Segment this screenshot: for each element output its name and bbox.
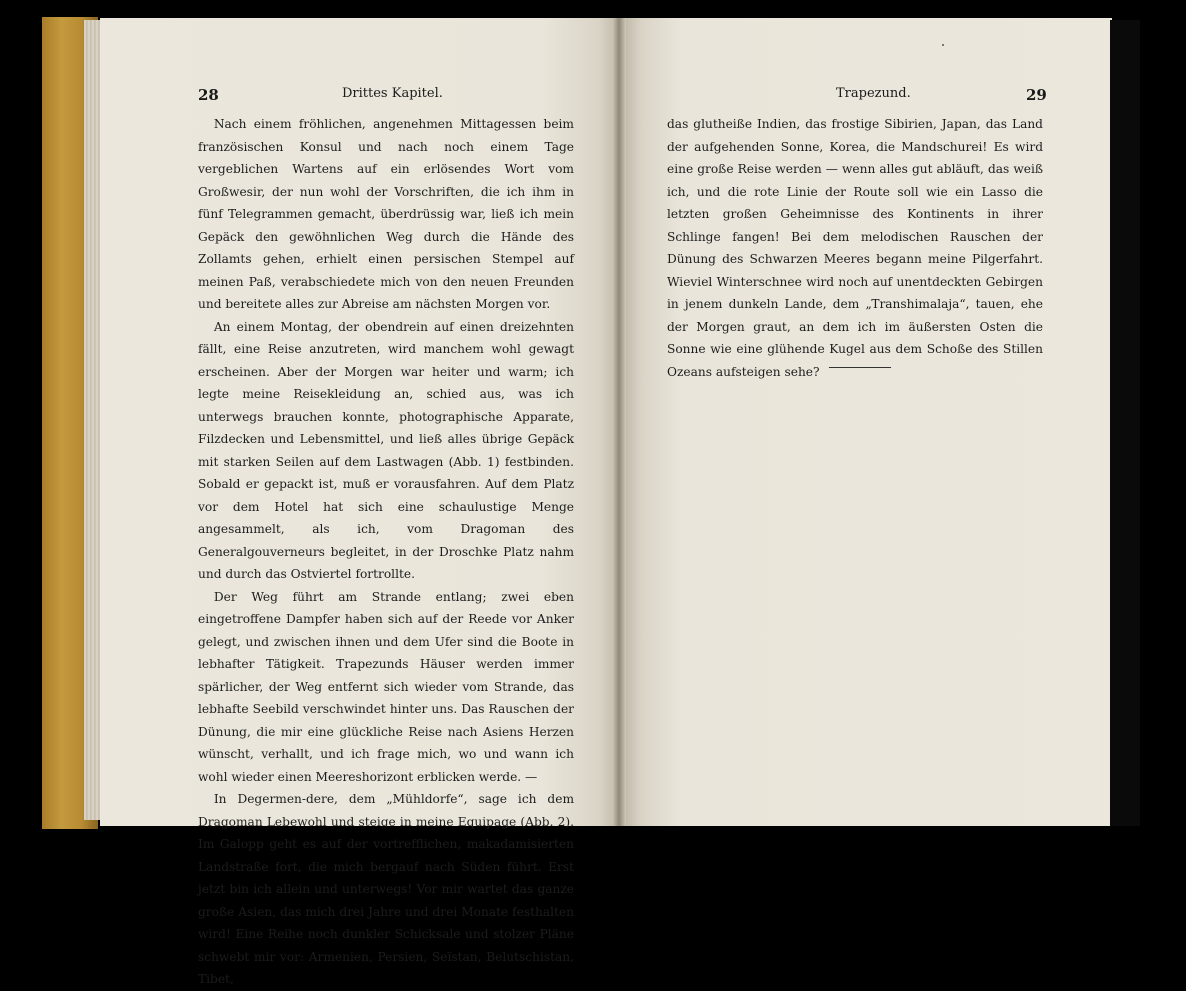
paper-speck (942, 44, 944, 46)
right-page-body (667, 113, 1043, 383)
chapter-end-rule (829, 367, 891, 368)
right-running-header: Trapezund. (836, 86, 911, 101)
paragraph: Nach einem fröhlichen, angenehmen Mittagessen beim französischen Konsul und nach noch einem Tage vergeblichen Wartens auf ein erlösendes Wort vom Großwesir, der nun wohl der Vorschriften, die ich ihm in fünf Telegrammen gemacht, überdrüssig war, ließ ich mein Gepäck den gewöhnlichen Weg durch die Hände des Zollamts gehen, erhielt einen persischen Stempel auf meinen Paß, verabschiedete mich von den neuen Freunden und bereitete alles zur Abreise am nächsten Morgen vor. (198, 117, 574, 311)
paragraph: das glutheiße Indien, das frostige Sibirien, Japan, das Land der aufgehenden Sonne, Korea, die Mandschurei! Es wird eine große Reise werden — wenn alles gut abläuft, das weiß ich, und die rote Linie der Route soll wie ein Lasso die letzten großen Geheimnisse des Kontinents in ihrer Schlinge fangen! Bei dem melodischen Rauschen der Dünung des Schwarzen Meeres begann meine Pilgerfahrt. Wieviel Winterschnee wird noch auf unentdeckten Gebirgen in jenem dunkeln Lande, dem „Transhimalaja“, tauen, ehe der Morgen graut, an dem ich im äußersten Osten die Sonne wie eine glühende Kugel aus dem Schoße des Stillen Ozeans aufsteigen sehe? (667, 117, 1043, 379)
paragraph: In Degermen-dere, dem „Mühldorfe“, sage ich dem Dragoman Lebewohl und steige in meine Equipage (Abb. 2). Im Galopp geht es auf der vortrefflichen, makadamisierten Landstraße fort, die mich bergauf nach Süden führt. Erst jetzt bin ich allein und unterwegs! Vor mir wartet das ganze große Asien, das mich drei Jahre und drei Monate festhalten wird! Eine Reihe noch dunkler Schicksale und stolzer Pläne schwebt mir vor: Armenien, Persien, Seïstan, Belutschistan, Tibet, (198, 792, 574, 986)
right-margin-shadow (1110, 20, 1140, 826)
left-page-number: 28 (198, 86, 219, 104)
left-running-header: Drittes Kapitel. (342, 86, 443, 101)
right-page-number: 29 (1026, 86, 1047, 104)
paragraph: Der Weg führt am Strande entlang; zwei eben eingetroffene Dampfer haben sich auf der Reede vor Anker gelegt, und zwischen ihnen und dem Ufer sind die Boote in lebhafter Tätigkeit. Trapezunds Häuser werden immer spärlicher, der Weg entfernt sich wieder vom Strande, das lebhafte Seebild verschwindet hinter uns. Das Rauschen der Dünung, die mir eine glückliche Reise nach Asiens Herzen wünscht, verhallt, und ich frage mich, wo und wann ich wohl wieder einen Meereshorizont erblicken werde. — (198, 589, 574, 784)
paragraph: An einem Montag, der obendrein auf einen dreizehnten fällt, eine Reise anzutreten, wird manchem wohl gewagt erscheinen. Aber der Morgen war heiter und warm; ich legte meine Reisekleidung an, schied aus, was ich unterwegs brauchen konnte, photographische Apparate, Filzdecken und Lebensmittel, und ließ alles übrige Gepäck mit starken Seilen auf dem Lastwagen (Abb. 1) festbinden. Sobald er gepackt ist, muß er vorausfahren. Auf dem Platz vor dem Hotel hat sich eine schaulustige Menge angesammelt, als ich, vom Dragoman des Generalgouverneurs begleitet, in der Droschke Platz nahm und durch das Ostviertel fortrollte. (198, 319, 574, 581)
book-gutter (612, 18, 626, 826)
left-page-body (198, 113, 574, 991)
